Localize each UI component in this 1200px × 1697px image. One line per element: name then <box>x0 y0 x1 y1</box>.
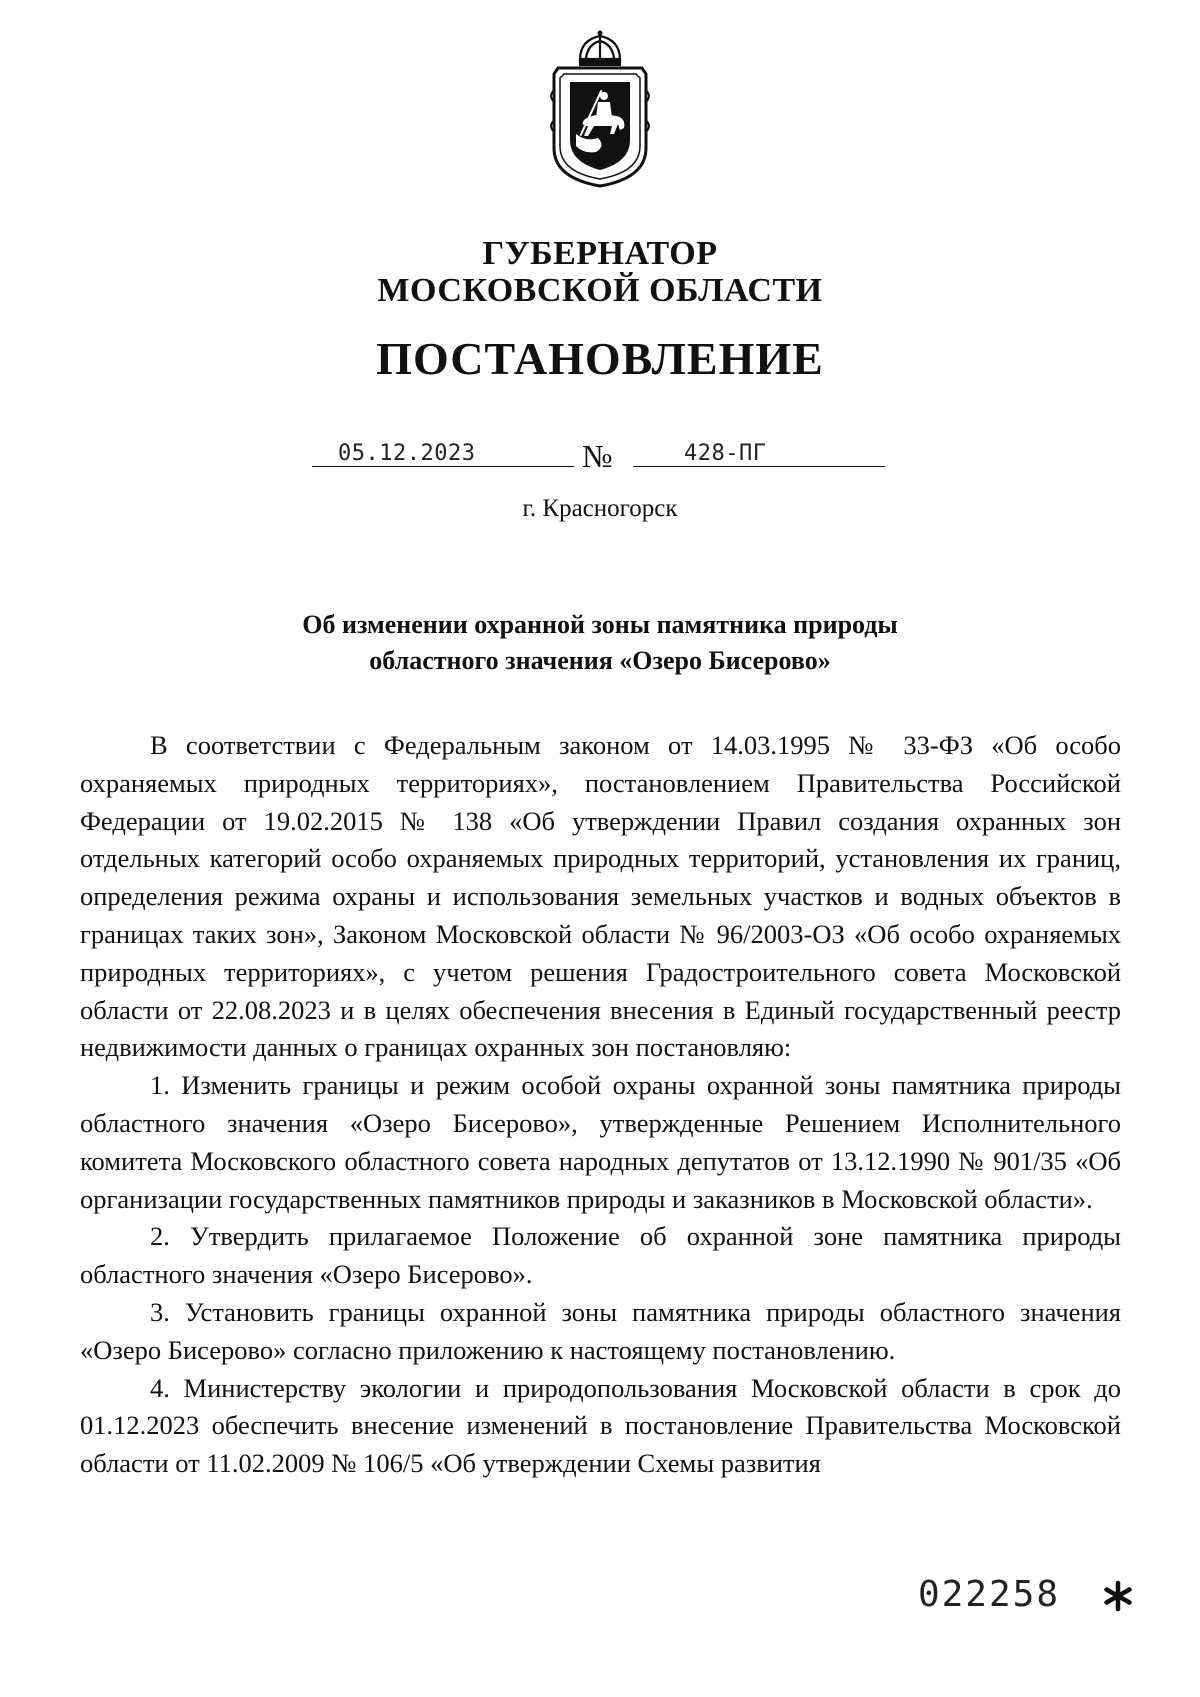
date-underline <box>312 466 574 467</box>
document-date: 05.12.2023 <box>338 441 476 466</box>
asterisk-icon <box>1102 1580 1134 1612</box>
document-title-line-1: Об изменении охранной зоны памятника природы <box>302 610 898 639</box>
authority-line-2: МОСКОВСКОЙ ОБЛАСТИ <box>377 272 823 309</box>
document-number: 428-ПГ <box>684 441 767 466</box>
city-line: г. Красногорск <box>522 495 678 522</box>
authority-line-1: ГУБЕРНАТОР <box>482 235 718 272</box>
document-body <box>80 727 1121 1483</box>
number-underline <box>633 466 885 467</box>
coat-of-arms-emblem <box>536 30 664 190</box>
serial-number: 022258 <box>917 1574 1060 1615</box>
item-paragraph-3: 3. Установить границы охранной зоны памятника природы областного значения «Озеро Бисерово» согласно приложению к настоящему постановлению. <box>80 1296 1121 1365</box>
number-sign: № <box>582 438 613 474</box>
document-title-line-2: областного значения «Озеро Бисерово» <box>369 646 831 675</box>
item-paragraph-4: 4. Министерству экологии и природопользования Московской области в срок до 01.12.2023 обеспечить внесение изменений в постановление Правительства Московской области от 11.02.2009 № 106/5 «Об утверждении Схемы развития <box>80 1372 1121 1479</box>
document-type-heading: ПОСТАНОВЛЕНИЕ <box>376 333 824 384</box>
preamble-paragraph: В соответствии с Федеральным законом от 14.03.1995 № 33-ФЗ «Об особо охраняемых природных территориях», постановлением Правительства Российской Федерации от 19.02.2015 № 138 «Об утверждении Правил создания охранных зон отдельных категорий особо охраняемых природных территорий, установления их границ, определения режима охраны и использования земельных участков и водных объектов в границах таких зон», Законом Московской области № 96/2003-ОЗ «Об особо охраняемых природных территориях», с учетом решения Градостроительного совета Московской области от 22.08.2023 и в целях обеспечения внесения в Единый государственный реестр недвижимости данных о границах охранных зон постановляю: <box>80 730 1121 1063</box>
item-paragraph-2: 2. Утвердить прилагаемое Положение об охранной зоне памятника природы областного значения «Озеро Бисерово». <box>80 1221 1121 1290</box>
item-paragraph-1: 1. Изменить границы и режим особой охраны охранной зоны памятника природы областного значения «Озеро Бисерово», утвержденные Решением Исполнительного комитета Московского областного совета народных депутатов от 13.12.1990 № 901/35 «Об организации государственных памятников природы и заказников в Московской области». <box>80 1070 1121 1214</box>
